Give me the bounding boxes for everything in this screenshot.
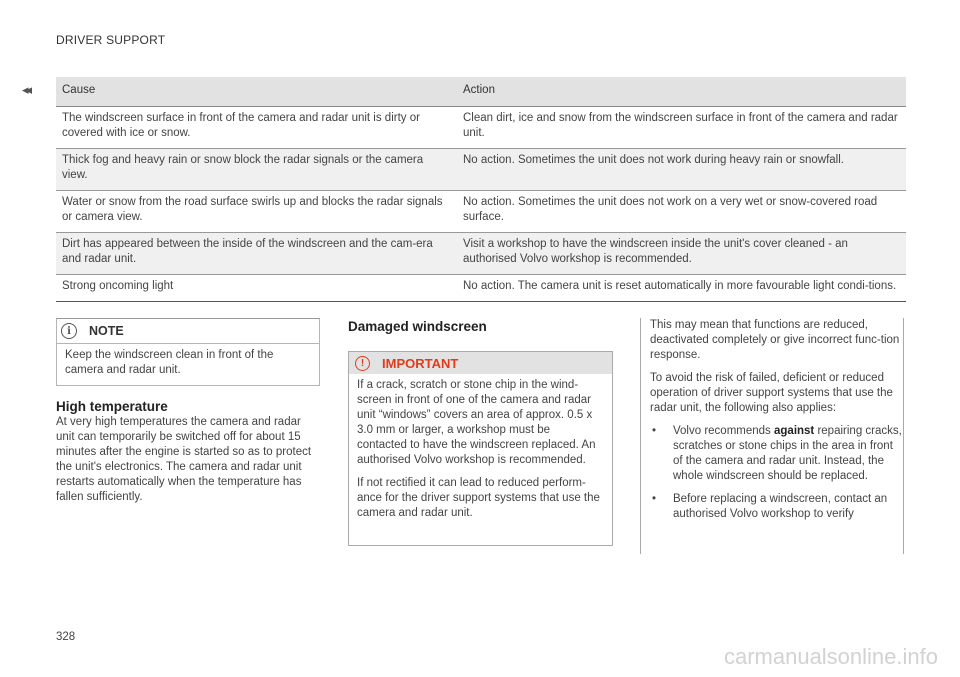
note-box [56, 318, 320, 386]
column-header-cause: Cause [56, 77, 457, 107]
info-icon: i [61, 323, 77, 339]
warning-icon: ! [355, 356, 370, 371]
table-cell-action: No action. The camera unit is reset automatically in more favourable light condi-tions. [457, 275, 906, 302]
note-header [57, 319, 319, 344]
list-item-text: repairing cracks, scratches or stone chips in the area in front of the camera and radar unit. Instead, the whole windscreen should be replaced. [673, 425, 902, 482]
page-number: 328 [56, 631, 76, 643]
important-paragraph: If not rectified it can lead to reduced perform-ance for the driver support systems that use the camera and radar unit. [357, 477, 600, 519]
list-item-emphasis: against [774, 425, 815, 437]
important-box [348, 351, 613, 546]
table-cell-action: Clean dirt, ice and snow from the windscreen surface in front of the camera and radar unit. [457, 107, 906, 149]
table-row [56, 275, 906, 302]
column-header-action: Action [457, 77, 906, 107]
watermark: carmanualsonline.info [723, 644, 938, 669]
table-row [56, 107, 906, 149]
table-cell-action: Visit a workshop to have the windscreen inside the unit's cover cleaned - an authorised Volvo workshop is recommended. [457, 233, 906, 275]
table-header-row [56, 77, 906, 107]
back-arrow-icon[interactable]: ◂◂ [22, 82, 30, 97]
damaged-windscreen-heading: Damaged windscreen [348, 319, 487, 334]
note-label: NOTE [89, 324, 124, 338]
cause-action-table [56, 77, 906, 302]
table-cell-cause: Dirt has appeared between the inside of the windscreen and the cam-era and radar unit. [56, 233, 457, 275]
list-item [650, 424, 903, 484]
table-row [56, 149, 906, 191]
bullet-list [650, 424, 903, 522]
body-paragraph: This may mean that functions are reduced, deactivated completely or give incorrect func-tion response. [650, 319, 900, 361]
important-header [349, 351, 612, 374]
table-cell-cause: Thick fog and heavy rain or snow block the radar signals or the camera view. [56, 149, 457, 191]
list-item [650, 492, 903, 522]
important-label: IMPORTANT [382, 355, 459, 371]
bullet-icon: • [652, 493, 657, 505]
bullet-icon: • [652, 425, 657, 437]
table-cell-action: No action. Sometimes the unit does not work on a very wet or snow-covered road surface. [457, 191, 906, 233]
section-title: DRIVER SUPPORT [56, 33, 166, 47]
table-cell-cause: Strong oncoming light [56, 275, 457, 302]
right-column [640, 318, 904, 554]
table-row [56, 233, 906, 275]
table-cell-cause: The windscreen surface in front of the camera and radar unit is dirty or covered with ice or snow. [56, 107, 457, 149]
list-item-text: Volvo recommends [673, 425, 774, 437]
note-text: Keep the windscreen clean in front of the camera and radar unit. [65, 349, 274, 376]
important-paragraph: If a crack, scratch or stone chip in the wind-screen in front of one of the camera and radar unit “windows” covers an area of approx. 0.5 x 3.0 mm or larger, a workshop must be contacted to have the windscreen replaced. An authorised Volvo workshop is recommended. [357, 379, 596, 466]
important-text [349, 374, 612, 521]
body-paragraph: To avoid the risk of failed, deficient or reduced operation of driver support systems that use the radar unit, the following also applies: [650, 372, 893, 414]
high-temperature-heading: High temperature [56, 399, 168, 414]
table-cell-action: No action. Sometimes the unit does not work during heavy rain or snowfall. [457, 149, 906, 191]
table-cell-cause: Water or snow from the road surface swirls up and blocks the radar signals or camera view. [56, 191, 457, 233]
table-row [56, 191, 906, 233]
high-temperature-text: At very high temperatures the camera and radar unit can temporarily be switched off for about 15 minutes after the engine is started so as to protect the unit's electronics. The camera and radar unit restarts automatically when the temperature has fallen sufficiently. [56, 416, 312, 503]
list-item-text: Before replacing a windscreen, contact an authorised Volvo workshop to verify [673, 493, 888, 520]
